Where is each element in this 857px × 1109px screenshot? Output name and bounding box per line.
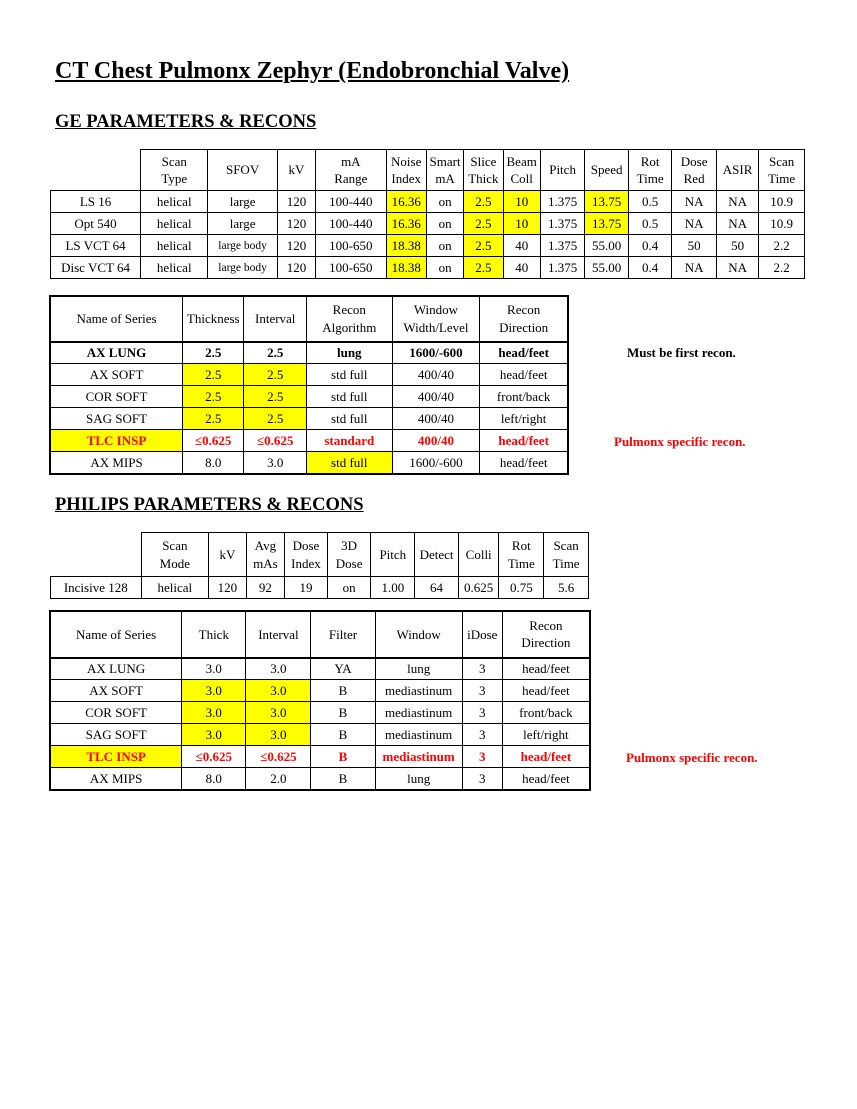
header-line: Direction <box>499 319 549 335</box>
cell-sfov: large body <box>208 257 277 279</box>
cell-thick: 3.0 <box>182 680 246 702</box>
cell-rot-time: 0.5 <box>628 191 672 213</box>
cell-recon-direction: head/feet <box>480 452 568 474</box>
header-colli <box>458 533 499 577</box>
header-line: Width/Level <box>403 319 469 335</box>
cell-ma-range: 100-440 <box>316 191 386 213</box>
header-dose-index <box>285 533 328 577</box>
cell-kv: 120 <box>277 191 315 213</box>
series-name: TLC INSP <box>51 746 182 768</box>
header-line: 3D <box>341 538 358 553</box>
header-line: Window <box>396 626 441 642</box>
cell-pitch: 1.375 <box>540 213 585 235</box>
cell-speed: 55.00 <box>585 235 629 257</box>
cell-recon-direction: head/feet <box>502 680 589 702</box>
cell-recon-direction: front/back <box>480 386 568 408</box>
cell-interval: 2.5 <box>244 386 306 408</box>
cell-thick: 3.0 <box>182 724 246 746</box>
header-interval <box>244 297 306 342</box>
header-3d-dose <box>327 533 371 577</box>
cell-window: lung <box>375 768 462 790</box>
cell-thickness: 2.5 <box>183 386 244 408</box>
header-line: Speed <box>590 162 623 178</box>
header-line: Direction <box>521 635 571 651</box>
header-line: kV <box>288 162 305 178</box>
header-line: SFOV <box>225 162 260 178</box>
header-noise-index <box>386 150 426 191</box>
cell-idose: 3 <box>462 724 502 746</box>
header-line: Mode <box>159 555 191 571</box>
cell-filter: B <box>311 768 375 790</box>
cell-kv: 120 <box>277 257 315 279</box>
header-kv <box>209 533 246 577</box>
cell-recon-direction: head/feet <box>480 342 568 364</box>
header-idose <box>462 612 502 658</box>
cell-scan-time: 2.2 <box>759 257 805 279</box>
table-row <box>51 235 805 257</box>
header-line: Recon <box>332 302 366 318</box>
cell-scan-mode: helical <box>141 577 209 599</box>
header-scan-time <box>759 150 805 191</box>
cell-smart-ma: on <box>426 191 463 213</box>
cell-kv: 120 <box>277 213 315 235</box>
header-pitch <box>540 150 585 191</box>
cell-scan-time: 10.9 <box>759 213 805 235</box>
cell-slice-thick: 2.5 <box>464 257 503 279</box>
cell-speed: 55.00 <box>585 257 629 279</box>
ge-heading: GE PARAMETERS & RECONS <box>55 112 317 132</box>
header-line: ASIR <box>722 162 753 178</box>
table-row <box>51 680 590 702</box>
scanner-name: Disc VCT 64 <box>51 257 141 279</box>
header-line: Colli <box>465 546 492 562</box>
cell-window-width-level: 400/40 <box>392 364 480 386</box>
table-row <box>51 768 590 790</box>
cell-recon-algorithm: std full <box>306 408 392 430</box>
cell-window-width-level: 1600/-600 <box>392 342 480 364</box>
cell-idose: 3 <box>462 746 502 768</box>
scanner-name: LS 16 <box>51 191 141 213</box>
cell-interval: 2.5 <box>244 364 306 386</box>
cell-window-width-level: 400/40 <box>392 408 480 430</box>
header-line: Scan <box>769 153 795 169</box>
cell-kv: 120 <box>209 577 246 599</box>
header-line: Range <box>334 171 368 186</box>
scanner-name: Incisive 128 <box>51 577 142 599</box>
cell-asir: 50 <box>716 235 758 257</box>
cell-recon-algorithm: standard <box>306 430 392 452</box>
cell-recon-direction: head/feet <box>480 364 568 386</box>
cell-rot-time: 0.4 <box>628 235 672 257</box>
cell-smart-ma: on <box>426 213 463 235</box>
table-row <box>51 191 805 213</box>
cell-scan-time: 2.2 <box>759 235 805 257</box>
table-row <box>51 702 590 724</box>
cell-idose: 3 <box>462 680 502 702</box>
cell-slice-thick: 2.5 <box>464 191 503 213</box>
cell-scan-type: helical <box>141 191 208 213</box>
cell-detect: 64 <box>415 577 459 599</box>
header-line: Coll <box>510 171 533 186</box>
header-line: Name of Series <box>76 626 157 642</box>
header-line: Time <box>768 171 796 186</box>
cell-thick: 8.0 <box>182 768 246 790</box>
cell-dose-red: NA <box>672 191 717 213</box>
cell-window-width-level: 400/40 <box>392 430 480 452</box>
cell-interval: 3.0 <box>246 658 311 680</box>
header-line: kV <box>219 546 236 562</box>
page-title: CT Chest Pulmonx Zephyr (Endobronchial Valve) <box>55 58 570 84</box>
ge-pulmonx-note: Pulmonx specific recon. <box>614 434 746 449</box>
header-scan-time <box>544 533 589 577</box>
cell-dose-index: 19 <box>285 577 328 599</box>
cell-idose: 3 <box>462 658 502 680</box>
header-line: Red <box>683 171 705 186</box>
header-line: Recon <box>529 617 563 633</box>
cell-beam-coll: 40 <box>503 257 540 279</box>
header-pitch <box>371 533 415 577</box>
table-row <box>51 746 590 768</box>
header-beam-coll <box>503 150 540 191</box>
cell-noise-index: 18.38 <box>386 257 426 279</box>
series-name: AX MIPS <box>51 768 182 790</box>
cell-thick: ≤0.625 <box>182 746 246 768</box>
cell-filter: B <box>311 702 375 724</box>
cell-rot-time: 0.5 <box>628 213 672 235</box>
table-row <box>51 257 805 279</box>
header-window-width-level <box>392 297 480 342</box>
header-line: Interval <box>255 311 296 326</box>
header-line: Index <box>391 171 422 186</box>
header-line: iDose <box>467 626 498 642</box>
series-name: SAG SOFT <box>51 408 183 430</box>
scanner-name: Opt 540 <box>51 213 141 235</box>
header-line: Scan <box>161 153 187 169</box>
cell-scan-time: 5.6 <box>544 577 589 599</box>
header-line: Smart <box>429 153 461 169</box>
cell-interval: ≤0.625 <box>246 746 311 768</box>
header-asir <box>716 150 758 191</box>
cell-speed: 13.75 <box>585 191 629 213</box>
header-line: Rot <box>511 538 531 553</box>
header-recon-direction <box>480 297 568 342</box>
table-row <box>51 364 568 386</box>
header-line: Time <box>552 555 580 571</box>
cell-interval: 3.0 <box>246 702 311 724</box>
cell-interval: 3.0 <box>246 680 311 702</box>
header-detect <box>415 533 459 577</box>
cell-noise-index: 18.38 <box>386 235 426 257</box>
table-row <box>51 430 568 452</box>
header-line: Pitch <box>549 162 576 178</box>
cell-window: mediastinum <box>375 746 462 768</box>
header-rot-time <box>628 150 672 191</box>
header-line: Index <box>291 555 321 571</box>
header-line: Dose <box>680 153 708 169</box>
header-name-of-series <box>51 297 183 342</box>
cell-thick: 3.0 <box>182 702 246 724</box>
cell-ma-range: 100-440 <box>316 213 386 235</box>
header-line: Time <box>507 555 535 571</box>
header-line: Name of Series <box>76 311 157 326</box>
cell-thickness: 2.5 <box>183 342 244 364</box>
header-line: mA <box>341 153 361 169</box>
cell-pitch: 1.375 <box>540 191 585 213</box>
table-row <box>51 658 590 680</box>
header-ma-range <box>316 150 386 191</box>
cell-noise-index: 16.36 <box>386 213 426 235</box>
header-line: Dose <box>292 538 320 553</box>
series-name: AX SOFT <box>51 364 183 386</box>
header-interval <box>246 612 311 658</box>
philips-pulmonx-note: Pulmonx specific recon. <box>626 750 758 765</box>
header-line: mA <box>435 171 455 186</box>
cell-pitch: 1.00 <box>371 577 415 599</box>
cell-slice-thick: 2.5 <box>464 235 503 257</box>
cell-interval: 2.5 <box>244 408 306 430</box>
header-window <box>375 612 462 658</box>
philips-heading: PHILIPS PARAMETERS & RECONS <box>55 495 364 515</box>
header-line: Detect <box>419 546 454 562</box>
header-line: Thickness <box>186 311 240 326</box>
ge-recons-table <box>50 296 568 474</box>
cell-idose: 3 <box>462 768 502 790</box>
cell-dose-red: 50 <box>672 235 717 257</box>
cell-filter: B <box>311 724 375 746</box>
cell-ma-range: 100-650 <box>316 257 386 279</box>
cell-ma-range: 100-650 <box>316 235 386 257</box>
header-thick <box>182 612 246 658</box>
must-be-first-note: Must be first recon. <box>627 345 736 360</box>
table-row <box>51 386 568 408</box>
cell-window: mediastinum <box>375 702 462 724</box>
cell-slice-thick: 2.5 <box>464 213 503 235</box>
series-name: COR SOFT <box>51 702 182 724</box>
cell-recon-algorithm: lung <box>306 342 392 364</box>
cell-thickness: 8.0 <box>183 452 244 474</box>
cell-sfov: large <box>208 191 277 213</box>
header-line: Thick <box>468 171 499 186</box>
header-rot-time <box>499 533 544 577</box>
cell-speed: 13.75 <box>585 213 629 235</box>
header-smart-ma <box>426 150 463 191</box>
header-filter <box>311 612 375 658</box>
series-name: AX SOFT <box>51 680 182 702</box>
table-row <box>51 724 590 746</box>
cell-smart-ma: on <box>426 235 463 257</box>
series-name: AX LUNG <box>51 342 183 364</box>
cell-scan-type: helical <box>141 235 208 257</box>
scanner-name: LS VCT 64 <box>51 235 141 257</box>
table-row <box>51 213 805 235</box>
cell-interval: 3.0 <box>244 452 306 474</box>
cell-filter: YA <box>311 658 375 680</box>
cell-rot-time: 0.4 <box>628 257 672 279</box>
cell-recon-direction: front/back <box>502 702 589 724</box>
header-recon-algorithm <box>306 297 392 342</box>
cell-recon-algorithm: std full <box>306 452 392 474</box>
header-line: Type <box>161 171 188 186</box>
cell-scan-type: helical <box>141 257 208 279</box>
header-avg-mas <box>246 533 285 577</box>
cell-pitch: 1.375 <box>540 257 585 279</box>
cell-thickness: ≤0.625 <box>183 430 244 452</box>
header-line: Thick <box>198 626 229 642</box>
cell-sfov: large <box>208 213 277 235</box>
cell-3d-dose: on <box>327 577 371 599</box>
cell-thickness: 2.5 <box>183 408 244 430</box>
blank-header-cell <box>51 533 142 577</box>
cell-smart-ma: on <box>426 257 463 279</box>
ge-parameters-table <box>50 149 805 279</box>
header-scan-type <box>141 150 208 191</box>
cell-recon-direction: head/feet <box>480 430 568 452</box>
header-slice-thick <box>464 150 503 191</box>
cell-dose-red: NA <box>672 257 717 279</box>
header-line: Algorithm <box>322 319 377 335</box>
cell-window: mediastinum <box>375 680 462 702</box>
cell-filter: B <box>311 746 375 768</box>
cell-asir: NA <box>716 257 758 279</box>
table-row <box>51 577 589 599</box>
philips-parameters-table <box>50 532 589 599</box>
cell-dose-red: NA <box>672 213 717 235</box>
cell-scan-time: 10.9 <box>759 191 805 213</box>
cell-window-width-level: 1600/-600 <box>392 452 480 474</box>
header-scan-mode <box>141 533 209 577</box>
cell-rot-time: 0.75 <box>499 577 544 599</box>
cell-pitch: 1.375 <box>540 235 585 257</box>
table-row <box>51 342 568 364</box>
header-line: Avg <box>254 538 277 553</box>
header-line: Window <box>413 302 459 318</box>
table-row <box>51 408 568 430</box>
header-line: Slice <box>470 153 497 169</box>
series-name: AX LUNG <box>51 658 182 680</box>
cell-beam-coll: 10 <box>503 191 540 213</box>
cell-recon-direction: head/feet <box>502 768 589 790</box>
header-line: Beam <box>506 153 537 169</box>
cell-interval: ≤0.625 <box>244 430 306 452</box>
cell-sfov: large body <box>208 235 277 257</box>
header-line: Pitch <box>379 546 407 562</box>
header-name-of-series <box>51 612 182 658</box>
cell-beam-coll: 10 <box>503 213 540 235</box>
header-recon-direction <box>502 612 589 658</box>
header-line: Noise <box>391 153 422 169</box>
series-name: AX MIPS <box>51 452 183 474</box>
header-line: Interval <box>258 626 299 642</box>
cell-interval: 2.0 <box>246 768 311 790</box>
header-line: Filter <box>328 626 358 642</box>
header-line: Scan <box>162 538 188 553</box>
cell-window: mediastinum <box>375 724 462 746</box>
cell-thick: 3.0 <box>182 658 246 680</box>
cell-kv: 120 <box>277 235 315 257</box>
cell-recon-direction: head/feet <box>502 658 589 680</box>
cell-scan-type: helical <box>141 213 208 235</box>
cell-recon-algorithm: std full <box>306 364 392 386</box>
header-sfov <box>208 150 277 191</box>
blank-header-cell <box>51 150 141 191</box>
table-row <box>51 452 568 474</box>
header-line: Dose <box>335 555 363 571</box>
cell-thickness: 2.5 <box>183 364 244 386</box>
header-thickness <box>183 297 244 342</box>
cell-beam-coll: 40 <box>503 235 540 257</box>
cell-idose: 3 <box>462 702 502 724</box>
cell-asir: NA <box>716 191 758 213</box>
cell-noise-index: 16.36 <box>386 191 426 213</box>
cell-recon-direction: left/right <box>502 724 589 746</box>
cell-interval: 2.5 <box>244 342 306 364</box>
cell-interval: 3.0 <box>246 724 311 746</box>
series-name: COR SOFT <box>51 386 183 408</box>
cell-recon-algorithm: std full <box>306 386 392 408</box>
cell-recon-direction: head/feet <box>502 746 589 768</box>
philips-recons-table <box>50 611 590 790</box>
series-name: TLC INSP <box>51 430 183 452</box>
header-line: Rot <box>640 153 660 169</box>
header-line: Scan <box>553 538 579 553</box>
cell-colli: 0.625 <box>458 577 499 599</box>
cell-recon-direction: left/right <box>480 408 568 430</box>
cell-filter: B <box>311 680 375 702</box>
header-speed <box>585 150 629 191</box>
cell-avg-mas: 92 <box>246 577 285 599</box>
cell-window-width-level: 400/40 <box>392 386 480 408</box>
header-line: Time <box>636 171 664 186</box>
header-line: mAs <box>253 555 278 571</box>
cell-asir: NA <box>716 213 758 235</box>
header-line: Recon <box>507 302 541 318</box>
cell-window: lung <box>375 658 462 680</box>
header-dose-red <box>672 150 717 191</box>
header-kv <box>277 150 315 191</box>
series-name: SAG SOFT <box>51 724 182 746</box>
